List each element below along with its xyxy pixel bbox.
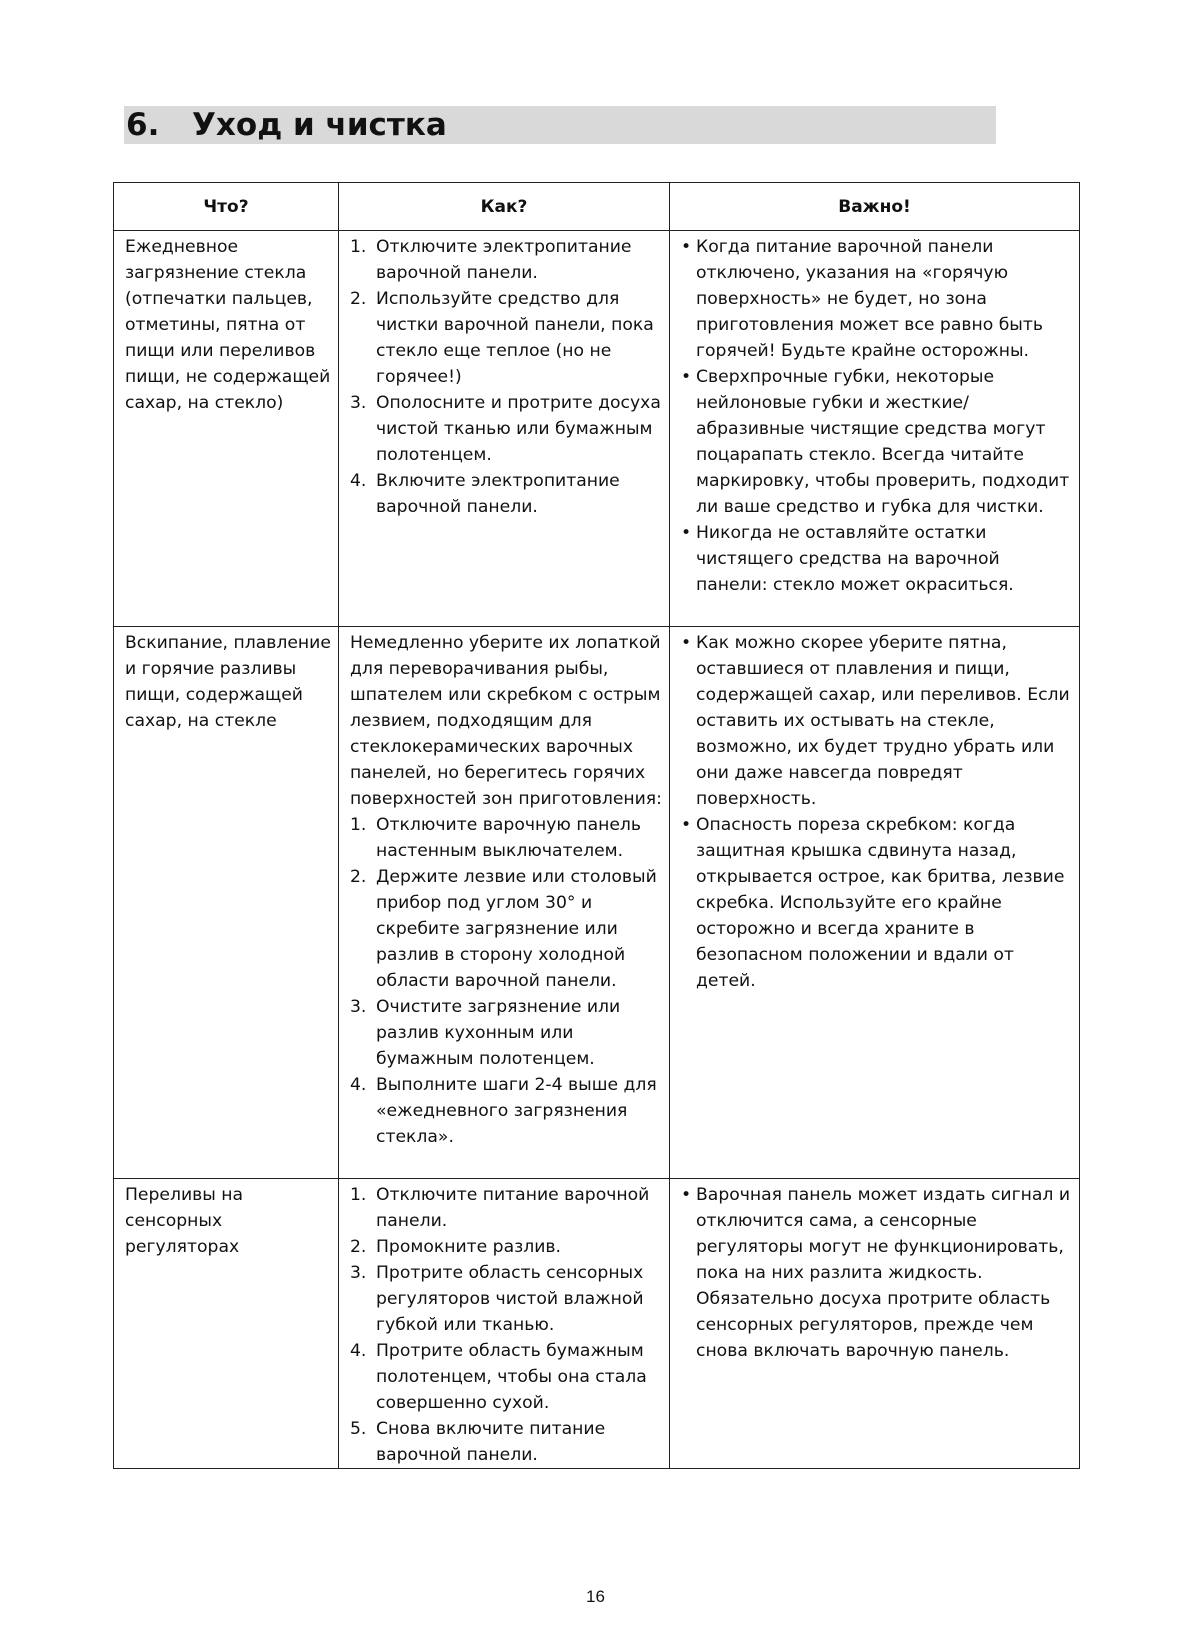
what-cell [114, 1179, 339, 1469]
important-cell [670, 231, 1080, 627]
how-cell [339, 627, 670, 1179]
what-text: Переливы на сенсорных регуляторах [125, 1185, 244, 1257]
list-item: 5. Снова включите питание варочной панели. [350, 1419, 606, 1465]
section-number: 6. [126, 107, 160, 143]
list-item: • Как можно скорее уберите пятна, оставшиеся от плавления и пищи, содержащей сахар, или переливов. Если оставить их остывать на стекле, возможно, их будет трудно убрать или они даже навсегда повредят поверхность. [681, 630, 1073, 812]
notes-list [681, 1182, 1073, 1364]
list-item: • Опасность пореза скребком: когда защитная крышка сдвинута назад, открывается острое, как бритва, лезвие скребка. Используйте его крайне осторожно и всегда храните в безопасном положении и вдали от детей. [681, 812, 1073, 994]
section-title: Уход и чистка [192, 107, 447, 143]
list-item: • Варочная панель может издать сигнал и отключится сама, а сенсорные регуляторы могут не функционировать, пока на них разлита жидкость. Обязательно досуха протрите область сенсорных регуляторов, прежде чем снова включать варочную панель. [681, 1182, 1073, 1364]
bullet-icon: • [681, 815, 692, 835]
notes-list [681, 630, 1073, 994]
list-item: 2. Промокните разлив. [350, 1237, 562, 1257]
care-table [113, 182, 1080, 1469]
page-number: 16 [586, 1587, 605, 1606]
how-cell [339, 231, 670, 627]
important-cell [670, 627, 1080, 1179]
what-cell [114, 231, 339, 627]
bullet-icon: • [681, 237, 692, 257]
list-item: 3. Протрите область сенсорных регуляторов чистой влажной губкой или тканью. [350, 1263, 644, 1335]
header-how: Как? [339, 183, 670, 231]
what-cell [114, 627, 339, 1179]
header-important: Важно! [670, 183, 1080, 231]
bullet-icon: • [681, 523, 692, 543]
list-item: 4. Протрите область бумажным полотенцем, чтобы она стала совершенно сухой. [350, 1341, 647, 1413]
bullet-icon: • [681, 633, 692, 653]
steps-list [350, 1182, 663, 1468]
steps-list [350, 234, 663, 520]
list-item: • Когда питание варочной панели отключено, указания на «горячую поверхность» не будет, но зона приготовления может все равно быть горячей! Будьте крайне осторожны. [681, 234, 1073, 364]
important-cell [670, 1179, 1080, 1469]
list-item: 4. Включите электропитание варочной панели. [350, 471, 620, 517]
how-cell [339, 1179, 670, 1469]
bullet-icon: • [681, 367, 692, 387]
list-item: 3. Очистите загрязнение или разлив кухонным или бумажным полотенцем. [350, 997, 621, 1069]
list-item: • Сверхпрочные губки, некоторые нейлоновые губки и жесткие/абразивные чистящие средства могут поцарапать стекло. Всегда читайте маркировку, чтобы проверить, подходит ли ваше средство и губка для чистки. [681, 364, 1073, 520]
list-item: 2. Используйте средство для чистки варочной панели, пока стекло еще теплое (но не горячее!) [350, 289, 654, 387]
list-item: 2. Держите лезвие или столовый прибор под углом 30° и скребите загрязнение или разлив в сторону холодной области варочной панели. [350, 867, 657, 991]
list-item: 3. Ополосните и протрите досуха чистой тканью или бумажным полотенцем. [350, 393, 661, 465]
list-item: • Никогда не оставляйте остатки чистящего средства на варочной панели: стекло может окраситься. [681, 520, 1073, 598]
table-row [114, 231, 1080, 627]
list-item: 4. Выполните шаги 2-4 выше для «ежедневного загрязнения стекла». [350, 1075, 657, 1147]
what-text: Вскипание, плавление и горячие разливы пищи, содержащей сахар, на стекле [125, 633, 331, 731]
notes-list [681, 234, 1073, 598]
how-intro: Немедленно уберите их лопаткой для переворачивания рыбы, шпателем или скребком с острым лезвием, подходящим для стеклокерамических варочных панелей, но берегитесь горячих поверхностей зон приготовления: [350, 633, 662, 809]
table-row [114, 1179, 1080, 1469]
table-header-row [114, 183, 1080, 231]
section-heading [124, 106, 996, 144]
header-what: Что? [114, 183, 339, 231]
list-item: 1. Отключите варочную панель настенным выключателем. [350, 815, 642, 861]
steps-list [350, 812, 663, 1150]
what-text: Ежедневное загрязнение стекла (отпечатки пальцев, отметины, пятна от пищи или переливов пищи, не содержащей сахар, на стекло) [125, 237, 331, 413]
list-item: 1. Отключите электропитание варочной панели. [350, 237, 632, 283]
list-item: 1. Отключите питание варочной панели. [350, 1185, 650, 1231]
table-row [114, 627, 1080, 1179]
bullet-icon: • [681, 1185, 692, 1205]
